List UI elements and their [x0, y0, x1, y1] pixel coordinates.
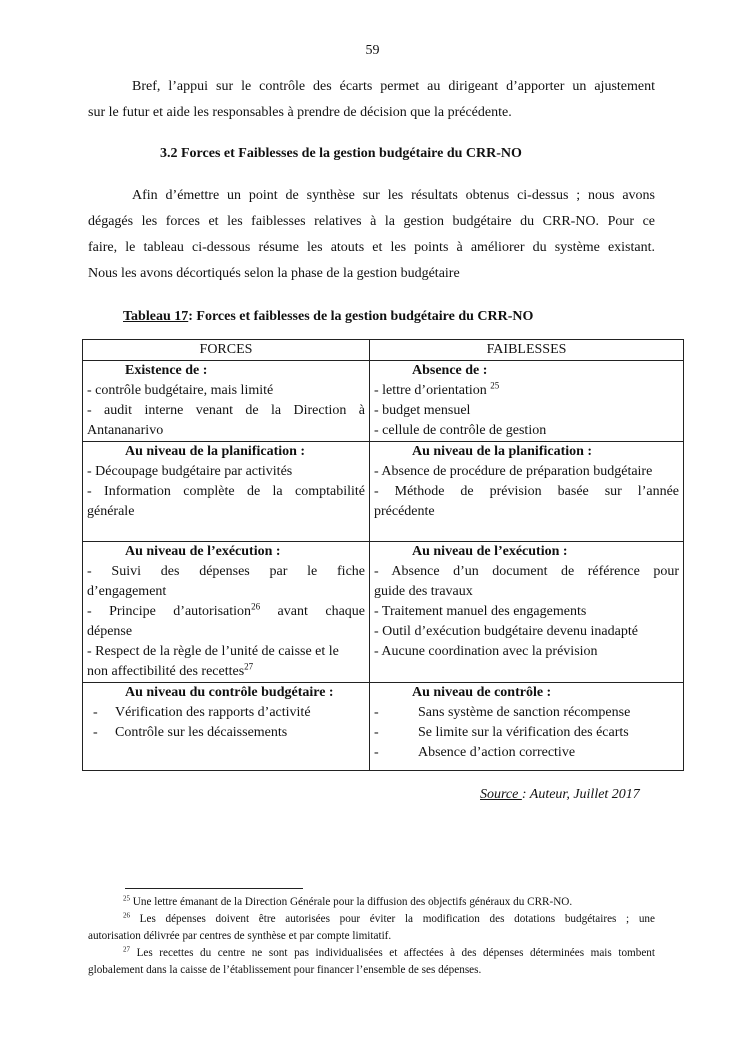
footnote-ref: 25	[490, 380, 500, 391]
cell-text: Sans système de sanction récompense	[418, 705, 631, 720]
footnote-line	[88, 911, 655, 928]
cell-title: Au niveau de la planification :	[125, 444, 306, 459]
cell-text: - lettre d’orientation	[374, 383, 491, 398]
header-forces: FORCES	[83, 340, 370, 361]
cell-line: - Respect de la règle de l’unité de caisse et le	[87, 644, 339, 659]
cell-faiblesses-execution	[370, 542, 684, 683]
cell-text: Contrôle sur les décaissements	[115, 725, 288, 740]
table-caption-ref: Tableau 17	[123, 309, 189, 324]
paragraph-line: faire, le tableau ci-dessous résume les atouts et les points à améliorer du système existant.	[88, 240, 655, 255]
paragraph-line: sur le futur et aide les responsables à prendre de décision que la précédente.	[88, 105, 512, 120]
cell-line	[87, 662, 365, 682]
cell-title: Au niveau de contrôle :	[412, 685, 552, 700]
bullet-dash: -	[93, 705, 98, 720]
cell-line: d’engagement	[87, 584, 167, 599]
table-row-execution	[83, 542, 684, 683]
section-heading: 3.2 Forces et Faiblesses de la gestion budgétaire du CRR-NO	[160, 146, 522, 161]
cell-line: guide des travaux	[374, 584, 473, 599]
source-text: : Auteur, Juillet 2017	[521, 787, 640, 802]
table-header-row	[83, 340, 684, 361]
cell-line: - contrôle budgétaire, mais limité	[87, 383, 274, 398]
cell-forces-controle	[83, 683, 370, 771]
cell-faiblesses-existence	[370, 361, 684, 442]
footnote-ref: 27	[244, 661, 254, 672]
cell-line: - Outil d’exécution budgétaire devenu inadapté	[374, 624, 638, 639]
paragraph-line: Afin d’émettre un point de synthèse sur les résultats obtenus ci-dessus ; nous avons	[132, 188, 655, 203]
footnote-separator	[125, 888, 303, 889]
bullet-dash: -	[374, 745, 379, 760]
cell-text: non affectibilité des recettes	[87, 664, 245, 679]
cell-line: - Absence d’un document de référence pour	[374, 564, 679, 579]
footnote-number: 27	[123, 945, 130, 954]
cell-text: avant chaque	[260, 604, 365, 619]
footnote-line	[88, 894, 655, 911]
paragraph-line: Nous les avons décortiqués selon la phase de la gestion budgétaire	[88, 266, 460, 281]
table-source	[480, 787, 640, 803]
cell-title: Au niveau du contrôle budgétaire :	[125, 685, 334, 700]
footnotes	[88, 894, 655, 979]
page-number: 59	[365, 43, 380, 58]
footnote-line: globalement dans la caisse de l’établissement pour financer l’ensemble de ses dépenses.	[88, 964, 482, 976]
footnote-number: 26	[123, 911, 130, 920]
intro-paragraph	[88, 74, 655, 126]
cell-line: - Traitement manuel des engagements	[374, 604, 587, 619]
cell-faiblesses-controle	[370, 683, 684, 771]
cell-title: Au niveau de l’exécution :	[412, 544, 568, 559]
cell-line: - Aucune coordination avec la prévision	[374, 644, 598, 659]
cell-line: - Suivi des dépenses par le fiche	[87, 564, 365, 579]
cell-line	[374, 703, 679, 723]
cell-line	[87, 602, 365, 622]
paragraph-line: dégagés les forces et les faiblesses relatives à la gestion budgétaire du CRR-NO. Pour ce	[88, 214, 655, 229]
footnote-25	[88, 894, 655, 911]
cell-line: - cellule de contrôle de gestion	[374, 423, 547, 438]
cell-text: - Principe d’autorisation	[87, 604, 252, 619]
cell-forces-planification	[83, 442, 370, 542]
table-row-controle	[83, 683, 684, 771]
cell-faiblesses-planification	[370, 442, 684, 542]
footnote-ref: 26	[251, 601, 261, 612]
cell-line: - Méthode de prévision basée sur l’année	[374, 484, 679, 499]
footnote-number: 25	[123, 894, 130, 903]
cell-forces-execution	[83, 542, 370, 683]
table-caption-title: : Forces et faiblesses de la gestion budgétaire du CRR-NO	[188, 309, 534, 324]
source-label: Source	[480, 787, 522, 802]
forces-faiblesses-table	[82, 339, 684, 771]
cell-line: - Découpage budgétaire par activités	[87, 464, 293, 479]
cell-line: Antananarivo	[87, 423, 164, 438]
footnote-text: Les recettes du centre ne sont pas individualisées et affectées à des dépenses déterminées mais tombent	[130, 947, 655, 959]
header-faiblesses: FAIBLESSES	[370, 340, 684, 361]
synthesis-paragraph	[88, 183, 655, 287]
cell-forces-existence	[83, 361, 370, 442]
cell-title: Au niveau de la planification :	[412, 444, 593, 459]
footnote-27	[88, 945, 655, 979]
bullet-dash: -	[374, 725, 379, 740]
cell-line: précédente	[374, 504, 435, 519]
cell-text: Absence d’action corrective	[418, 745, 576, 760]
cell-line: - Absence de procédure de préparation budgétaire	[374, 464, 653, 479]
bullet-dash: -	[374, 705, 379, 720]
footnote-line	[88, 945, 655, 962]
cell-title: Absence de :	[412, 363, 488, 378]
table-row-planification	[83, 442, 684, 542]
cell-line: dépense	[87, 624, 133, 639]
cell-line	[374, 743, 679, 763]
cell-text: Vérification des rapports d’activité	[115, 705, 311, 720]
cell-line	[87, 703, 365, 723]
cell-line: - Information complète de la comptabilité	[87, 484, 365, 499]
cell-line: - audit interne venant de la Direction à	[87, 403, 365, 418]
table-caption	[123, 309, 533, 325]
cell-line: - budget mensuel	[374, 403, 471, 418]
cell-line: générale	[87, 504, 135, 519]
cell-line	[87, 723, 365, 743]
cell-line	[374, 381, 679, 401]
footnote-line: autorisation délivrée par centres de synthèse et par compte limitatif.	[88, 930, 392, 942]
footnote-text: Les dépenses doivent être autorisées pour éviter la modification des dotations budgétaires ; une	[130, 913, 655, 925]
footnote-26	[88, 911, 655, 945]
cell-title: Au niveau de l’exécution :	[125, 544, 281, 559]
cell-title: Existence de :	[125, 363, 208, 378]
paragraph-line: Bref, l’appui sur le contrôle des écarts permet au dirigeant d’apporter un ajustement	[132, 79, 655, 94]
footnote-text: Une lettre émanant de la Direction Générale pour la diffusion des objectifs généraux du CRR-NO.	[130, 896, 573, 908]
cell-line	[374, 723, 679, 743]
table-row-existence	[83, 361, 684, 442]
cell-text: Se limite sur la vérification des écarts	[418, 725, 629, 740]
bullet-dash: -	[93, 725, 98, 740]
